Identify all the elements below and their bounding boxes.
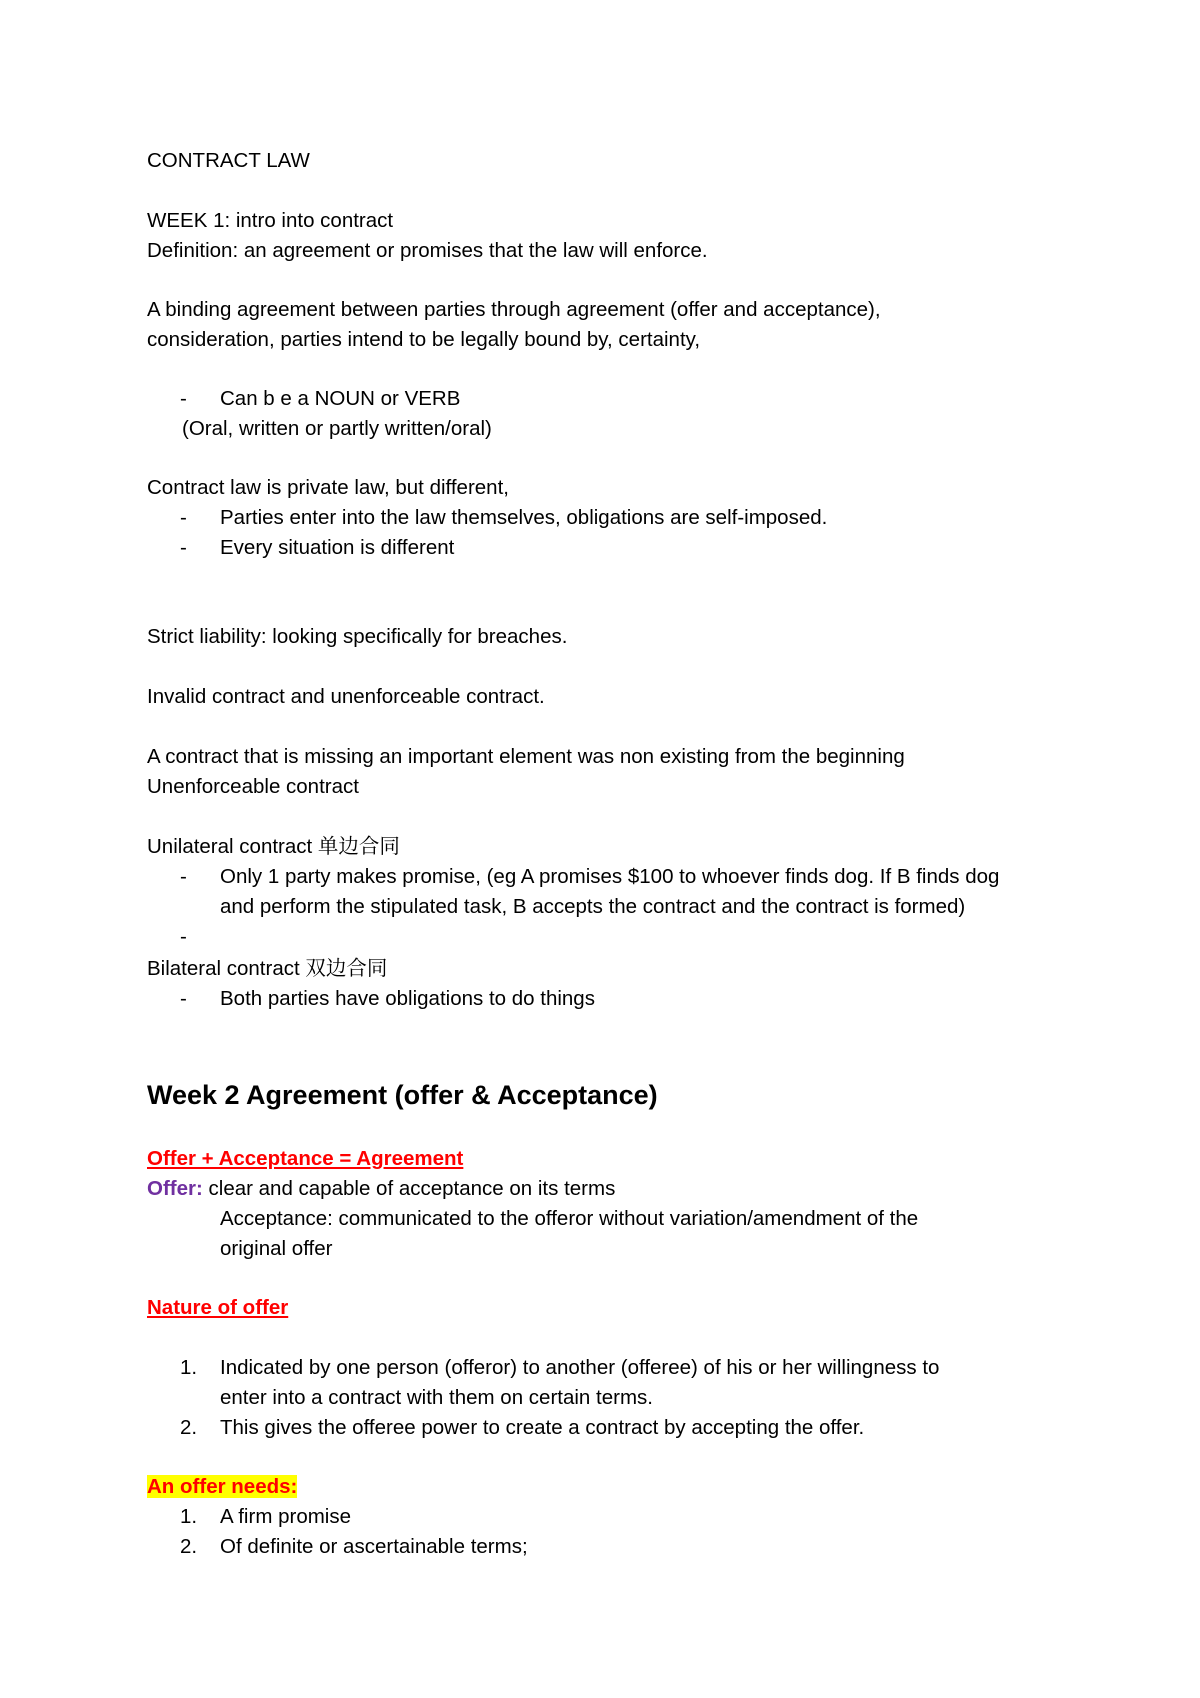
doc-title: CONTRACT LAW [147, 149, 310, 172]
acceptance-line-2: original offer [220, 1237, 333, 1260]
bullet-dash: - [180, 987, 187, 1010]
week1-heading: WEEK 1: intro into contract [147, 209, 394, 232]
nature-item-2-line-1: This gives the offeree power to create a contract by accepting the offer. [220, 1416, 865, 1439]
noun-verb-text: Can b e a NOUN or VERB [220, 387, 461, 410]
strict-liability-text: Strict liability: looking specifically for breaches. [147, 625, 568, 648]
list-number: 2. [180, 1535, 198, 1558]
private-bullet-1: Parties enter into the law themselves, obligations are self-imposed. [220, 506, 828, 529]
nature-item-1-line-2: enter into a contract with them on certain terms. [220, 1386, 653, 1409]
needs-item-2: Of definite or ascertainable terms; [220, 1535, 528, 1558]
needs-item-1: A firm promise [220, 1505, 351, 1528]
nature-item-1-line-1: Indicated by one person (offeror) to another (offeree) of his or her willingness to [220, 1356, 940, 1379]
offer-label: Offer: [147, 1177, 203, 1200]
bullet-dash: - [180, 536, 187, 559]
definition-text: Definition: an agreement or promises that the law will enforce. [147, 239, 708, 262]
offer-text: clear and capable of acceptance on its terms [202, 1177, 616, 1200]
needs-heading: An offer needs: [147, 1475, 298, 1498]
binding-line-2: consideration, parties intend to be legally bound by, certainty, [147, 328, 701, 351]
bullet-dash: - [180, 865, 187, 888]
needs-heading-line [147, 1474, 297, 1500]
offer-line [147, 1176, 615, 1202]
invalid-contract-text: Invalid contract and unenforceable contract. [147, 685, 545, 708]
unilateral-bullet-line-1: Only 1 party makes promise, (eg A promises $100 to whoever finds dog. If B finds dog [220, 865, 1000, 888]
acceptance-line-1: Acceptance: communicated to the offeror without variation/amendment of the [220, 1207, 919, 1230]
bullet-dash: - [180, 506, 187, 529]
private-law-text: Contract law is private law, but different, [147, 476, 509, 499]
list-number: 1. [180, 1505, 198, 1528]
unenforceable-text: Unenforceable contract [147, 775, 359, 798]
formula-line [147, 1146, 463, 1172]
nature-heading: Nature of offer [147, 1296, 289, 1319]
week2-heading: Week 2 Agreement (offer & Acceptance) [147, 1080, 658, 1110]
missing-element-text: A contract that is missing an important element was non existing from the beginning [147, 745, 905, 768]
formula-text: Offer + Acceptance = Agreement [147, 1147, 464, 1170]
bilateral-heading: Bilateral contract 双边合同 [147, 957, 388, 980]
unilateral-bullet-line-2: and perform the stipulated task, B accepts the contract and the contract is formed) [220, 895, 966, 918]
bullet-dash: - [180, 925, 187, 948]
unilateral-heading: Unilateral contract 单边合同 [147, 835, 400, 858]
list-number: 1. [180, 1356, 198, 1379]
oral-text: (Oral, written or partly written/oral) [182, 417, 492, 440]
list-number: 2. [180, 1416, 198, 1439]
binding-line-1: A binding agreement between parties through agreement (offer and acceptance), [147, 298, 881, 321]
bullet-dash: - [180, 387, 187, 410]
bilateral-bullet: Both parties have obligations to do things [220, 987, 595, 1010]
private-bullet-2: Every situation is different [220, 536, 455, 559]
nature-heading-line [147, 1295, 288, 1321]
